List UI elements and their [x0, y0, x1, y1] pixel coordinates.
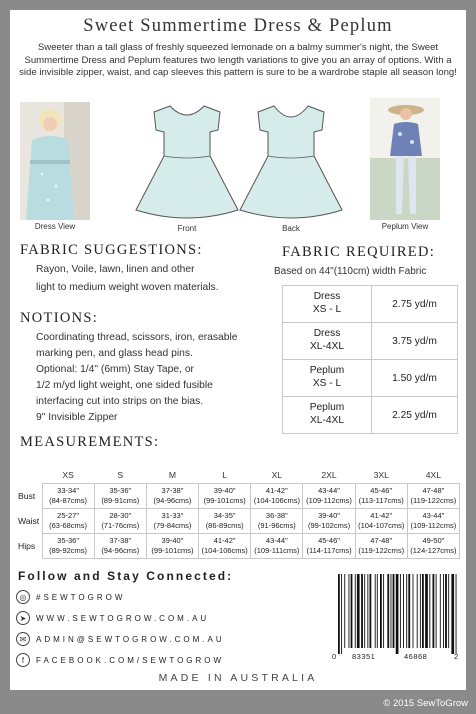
measurement-inches: 43-44": [422, 511, 445, 520]
garment-label: Peplum: [309, 402, 345, 414]
instagram-icon: ◎: [16, 590, 30, 604]
size-range-label: XS - L: [312, 304, 342, 315]
measurement-cell: [42, 509, 94, 534]
front-flat-drawing: [134, 102, 240, 222]
measurement-inches: 41-42": [213, 536, 236, 545]
barcode-bar: [436, 574, 437, 648]
measurement-inches: 45-46": [370, 486, 393, 495]
fabric-size-cell: [283, 323, 372, 360]
measurement-cell: [42, 484, 94, 509]
measurement-inches: 36-38": [265, 511, 288, 520]
measurement-cms: (79-84cms): [153, 521, 192, 530]
measurement-cms: (109-111cms): [254, 546, 300, 555]
measurement-inches: 28-30": [109, 511, 132, 520]
peplum-view-caption: Peplum View: [381, 222, 429, 231]
barcode-group-2: 46868: [404, 652, 428, 661]
barcode-bar: [349, 574, 350, 648]
measurement-row: [16, 534, 460, 559]
garment-label: Peplum: [309, 365, 345, 377]
barcode-bar: [391, 574, 392, 648]
barcode-bar: [420, 574, 421, 648]
size-range-label: XL-4XL: [310, 341, 344, 352]
measurement-inches: 43-44": [318, 486, 340, 495]
measurement-cms: (119-122cms): [358, 546, 405, 555]
measurement-cell: [199, 534, 251, 559]
measurement-cms: (94-96cms): [101, 546, 140, 555]
notions-line: marking pen, and glass head pins.: [36, 348, 193, 359]
barcode-bar: [383, 574, 384, 648]
measurement-cms: (99-102cms): [307, 521, 351, 530]
measurement-inches: 47-48": [370, 536, 393, 545]
barcode-bar: [375, 574, 376, 648]
barcode-bar: [440, 574, 441, 648]
measurement-inches: 45-46": [318, 536, 340, 545]
fabric-amount-cell: 2.75 yd/m: [372, 286, 458, 323]
back-flat-drawing: [238, 102, 344, 222]
copyright: © 2015 SewToGrow: [383, 698, 468, 709]
measurement-cell: [407, 484, 459, 509]
measurement-label: Waist: [18, 516, 40, 526]
measurement-cell: [94, 534, 146, 559]
measurement-inches: 47-48": [422, 486, 445, 495]
size-header: XS: [62, 470, 74, 480]
fabric-size-cell: [283, 360, 372, 397]
measurement-cms: (89-91cms): [101, 496, 140, 505]
fabric-amount-cell: 3.75 yd/m: [372, 323, 458, 360]
size-header: L: [222, 470, 228, 480]
measurement-cell: [355, 509, 407, 534]
measurement-cell: [94, 484, 146, 509]
dress-view-caption: Dress View: [34, 222, 76, 231]
front-caption: Front: [177, 224, 197, 233]
peplum-view-photo: [370, 98, 440, 220]
measurement-cms: (109-112cms): [306, 496, 352, 505]
cursor-icon: ➤: [16, 611, 30, 625]
measurement-cell: [355, 534, 407, 559]
measurement-cms: (114-117cms): [306, 546, 352, 555]
barcode-bar: [443, 574, 444, 648]
fabric-suggestions-heading: FABRIC SUGGESTIONS:: [20, 242, 203, 258]
fabric-suggestions-line-1: Rayon, Voile, lawn, linen and other: [36, 264, 195, 275]
measurement-cms: (86-89cms): [205, 521, 244, 530]
measurement-cell: [251, 509, 303, 534]
barcode-bar: [361, 574, 363, 648]
pattern-description: Sweeter than a tall glass of freshly squeezed lemonade on a balmy summer's night, the Sweet Summertime Dress and Peplum features two length variations to give you an array of options. With a side invisible zipper, waist, and cap sleeves this pattern is sure to be a wardrobe staple all season long!: [19, 42, 457, 79]
barcode: [332, 574, 462, 666]
barcode-bar: [406, 574, 407, 648]
social-link-text: ADMIN@SEWTOGROW.COM.AU: [36, 634, 225, 644]
measurement-inches: 39-40": [318, 511, 340, 520]
fabric-amount-cell: 1.50 yd/m: [372, 360, 458, 397]
social-link[interactable]: [16, 588, 125, 606]
barcode-bar: [355, 574, 356, 648]
notions-line: Coordinating thread, scissors, iron, erasable: [36, 332, 238, 343]
barcode-digit-left: 0: [332, 652, 337, 661]
fabric-suggestions-line-2: light to medium weight woven materials.: [36, 282, 219, 293]
size-range-label: XS - L: [312, 378, 342, 389]
fabric-size-cell: [283, 286, 372, 323]
measurement-inches: 33-34": [57, 486, 80, 495]
barcode-bar: [456, 574, 457, 654]
measurement-inches: 39-40": [213, 486, 236, 495]
measurement-inches: 35-36": [57, 536, 80, 545]
size-range-label: XL-4XL: [310, 415, 344, 426]
measurement-label: Bust: [18, 491, 36, 501]
barcode-bar: [408, 574, 410, 648]
measurement-row: [16, 509, 460, 534]
barcode-group-1: 83351: [352, 652, 376, 661]
measurement-cms: (71-76cms): [101, 521, 140, 530]
size-header: M: [168, 470, 177, 480]
notions-line: Optional: 1/4" (6mm) Stay Tape, or: [36, 364, 194, 375]
measurement-inches: 39-40": [161, 536, 184, 545]
measurement-cms: (99-101cms): [203, 496, 246, 505]
notions-line: 9" Invisible Zipper: [36, 412, 118, 423]
measurement-cell: [199, 484, 251, 509]
social-link[interactable]: [16, 651, 224, 669]
social-link[interactable]: [16, 630, 225, 648]
fabric-required-row: [283, 323, 458, 360]
facebook-icon: f: [16, 653, 30, 667]
size-header: XL: [271, 470, 283, 480]
fabric-required-row: [283, 360, 458, 397]
measurement-cms: (84-87cms): [49, 496, 88, 505]
barcode-bar: [448, 574, 449, 648]
measurement-inches: 31-33": [161, 511, 184, 520]
measurement-cms: (63-68cms): [49, 521, 88, 530]
barcode-digit-right: 2: [454, 652, 459, 661]
fabric-required-heading: FABRIC REQUIRED:: [282, 244, 436, 260]
fabric-required-subheading: Based on 44"(110cm) width Fabric: [274, 266, 427, 277]
barcode-bar: [445, 574, 447, 648]
fabric-required-row: [283, 286, 458, 323]
follow-heading: Follow and Stay Connected:: [18, 569, 234, 583]
barcode-bar: [380, 574, 382, 648]
measurement-cms: (124-127cms): [410, 546, 457, 555]
measurement-cms: (109-112cms): [410, 521, 457, 530]
measurement-cell: [251, 534, 303, 559]
measurements-heading: MEASUREMENTS:: [20, 434, 160, 450]
barcode-bar: [400, 574, 401, 648]
notions-heading: NOTIONS:: [20, 310, 99, 326]
notions-line: 1/2 m/yd light weight, one sided fusible: [36, 380, 213, 391]
measurement-inches: 41-42": [265, 486, 288, 495]
measurement-row: [16, 484, 460, 509]
fabric-required-table: [282, 285, 458, 434]
pattern-back-cover: [10, 10, 466, 690]
barcode-bar: [387, 574, 389, 648]
measurement-label: Hips: [18, 541, 36, 551]
measurement-inches: 35-36": [109, 486, 132, 495]
measurement-cell: [42, 534, 94, 559]
size-header: S: [117, 470, 124, 480]
measurement-cell: [251, 484, 303, 509]
measurement-inches: 37-38": [161, 486, 184, 495]
barcode-bar: [429, 574, 430, 648]
pattern-title: Sweet Summertime Dress & Peplum: [83, 16, 393, 36]
measurement-inches: 43-44": [265, 536, 288, 545]
barcode-bar: [393, 574, 395, 648]
barcode-bar: [367, 574, 368, 648]
measurement-inches: 34-35": [213, 511, 236, 520]
measurement-cell: [407, 509, 459, 534]
measurement-cms: (91-96cms): [257, 521, 296, 530]
measurement-cell: [303, 534, 355, 559]
measurement-cms: (94-96cms): [153, 496, 192, 505]
size-header: 4XL: [425, 470, 442, 480]
barcode-bar: [357, 574, 360, 648]
barcode-bar: [370, 574, 372, 648]
dress-view-photo: [20, 102, 90, 220]
measurement-cms: (99-101cms): [151, 546, 194, 555]
barcode-bar: [351, 574, 353, 648]
barcode-bar: [433, 574, 435, 648]
fabric-required-row: [283, 397, 458, 434]
measurement-cell: [303, 509, 355, 534]
measurement-inches: 41-42": [370, 511, 393, 520]
corner-cell: [16, 467, 42, 484]
size-header: 2XL: [321, 470, 337, 480]
barcode-bar: [451, 574, 454, 654]
notions-line: interfacing cut into strips on the bias.: [36, 396, 204, 407]
back-caption: Back: [282, 224, 300, 233]
measurement-cms: (104-106cms): [201, 546, 248, 555]
measurement-cell: [407, 534, 459, 559]
social-link-text: FACEBOOK.COM/SEWTOGROW: [36, 655, 225, 665]
measurement-cms: (119-122cms): [410, 496, 457, 505]
made-in-label: MADE IN AUSTRALIA: [158, 672, 318, 684]
measurement-inches: 37-38": [109, 536, 132, 545]
measurement-cell: [146, 534, 198, 559]
barcode-bar: [344, 574, 345, 648]
social-link[interactable]: [16, 609, 209, 627]
barcode-bar: [403, 574, 404, 648]
barcode-bar: [413, 574, 414, 648]
measurement-cell: [94, 509, 146, 534]
fabric-amount-cell: 2.25 yd/m: [372, 397, 458, 434]
measurement-cms: (89-92cms): [49, 546, 88, 555]
measurement-cms: (104-106cms): [253, 496, 300, 505]
barcode-bar: [341, 574, 342, 654]
size-header-row: [16, 467, 460, 484]
barcode-bars: [332, 574, 462, 654]
measurement-inches: 49-50": [422, 536, 445, 545]
measurement-cell: [303, 484, 355, 509]
measurement-inches: 25-27": [57, 511, 80, 520]
social-link-text: #SEWTOGROW: [36, 592, 126, 602]
fabric-size-cell: [283, 397, 372, 434]
barcode-bar: [364, 574, 365, 648]
garment-label: Dress: [313, 291, 341, 303]
social-link-text: WWW.SEWTOGROW.COM.AU: [36, 613, 210, 623]
measurement-cms: (104-107cms): [358, 521, 405, 530]
barcode-bar: [338, 574, 340, 654]
measurement-cell: [199, 509, 251, 534]
barcode-bar: [396, 574, 399, 654]
measurement-cell: [355, 484, 407, 509]
barcode-bar: [417, 574, 418, 648]
measurement-cms: (113-117cms): [358, 496, 404, 505]
measurement-cell: [146, 509, 198, 534]
barcode-bar: [377, 574, 378, 648]
garment-label: Dress: [313, 328, 341, 340]
barcode-bar: [425, 574, 428, 648]
size-header: 3XL: [373, 470, 389, 480]
measurements-table: [16, 467, 460, 559]
measurement-cell: [146, 484, 198, 509]
email-icon: ✉: [16, 632, 30, 646]
barcode-bar: [422, 574, 424, 648]
